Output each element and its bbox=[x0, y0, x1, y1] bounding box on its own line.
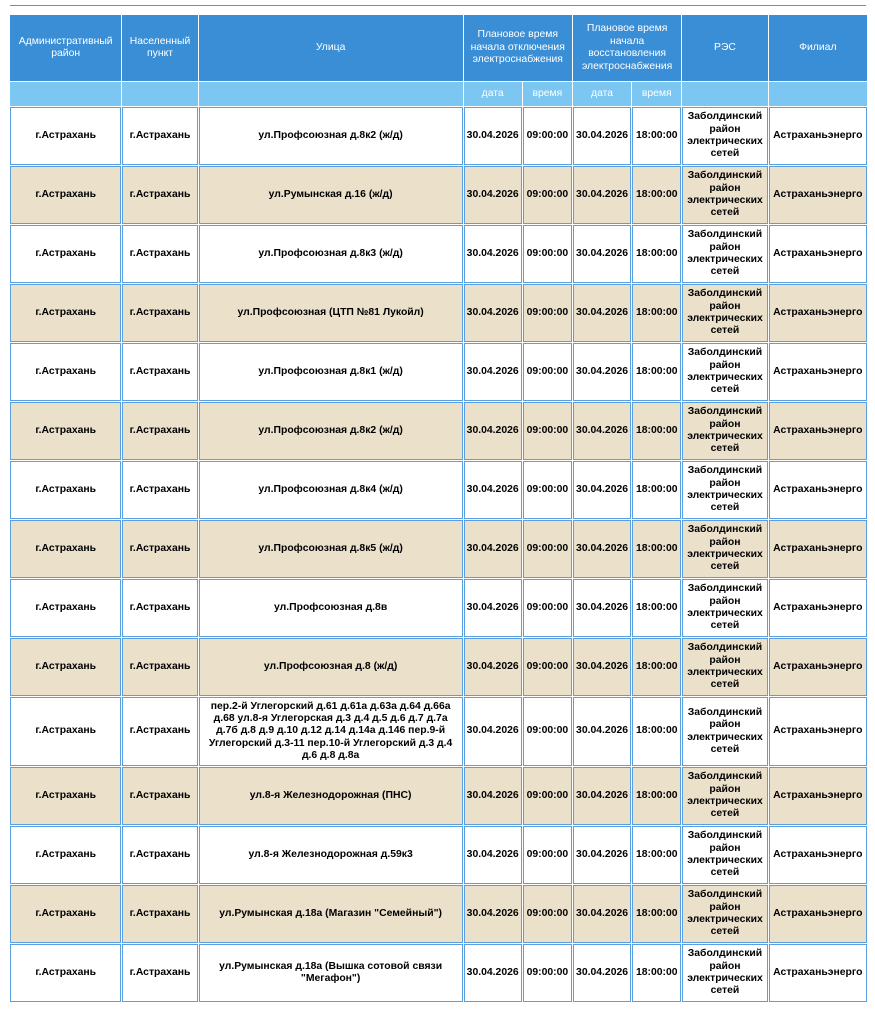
cell-off-time: 09:00:00 bbox=[523, 826, 572, 884]
cell-settlement: г.Астрахань bbox=[122, 343, 197, 401]
cell-on-time: 18:00:00 bbox=[632, 826, 681, 884]
cell-on-time: 18:00:00 bbox=[632, 343, 681, 401]
cell-district: г.Астрахань bbox=[10, 461, 121, 519]
cell-off-time: 09:00:00 bbox=[523, 885, 572, 943]
cell-settlement: г.Астрахань bbox=[122, 402, 197, 460]
cell-street: ул.8-я Железнодорожная (ПНС) bbox=[199, 767, 463, 825]
cell-district: г.Астрахань bbox=[10, 885, 121, 943]
cell-settlement: г.Астрахань bbox=[122, 638, 197, 696]
table-row bbox=[10, 166, 867, 224]
cell-off-time: 09:00:00 bbox=[523, 579, 572, 637]
cell-res: Заболдинский район электрических сетей bbox=[682, 767, 767, 825]
cell-off-time: 09:00:00 bbox=[523, 107, 572, 165]
table-row bbox=[10, 284, 867, 342]
cell-branch: Астраханьэнерго bbox=[769, 579, 867, 637]
cell-off-date: 30.04.2026 bbox=[464, 697, 522, 766]
cell-district: г.Астрахань bbox=[10, 944, 121, 1002]
cell-off-time: 09:00:00 bbox=[523, 638, 572, 696]
cell-branch: Астраханьэнерго bbox=[769, 107, 867, 165]
cell-on-date: 30.04.2026 bbox=[573, 697, 631, 766]
cell-res: Заболдинский район электрических сетей bbox=[682, 638, 767, 696]
cell-district: г.Астрахань bbox=[10, 579, 121, 637]
table-header bbox=[10, 15, 867, 106]
cell-on-time: 18:00:00 bbox=[632, 166, 681, 224]
header-restore-time: Плановое время начала восстановления электроснабжения bbox=[573, 15, 681, 81]
cell-on-date: 30.04.2026 bbox=[573, 461, 631, 519]
top-divider bbox=[10, 5, 866, 6]
cell-branch: Астраханьэнерго bbox=[769, 520, 867, 578]
cell-district: г.Астрахань bbox=[10, 343, 121, 401]
table-row bbox=[10, 520, 867, 578]
cell-street: ул.Профсоюзная д.8к1 (ж/д) bbox=[199, 343, 463, 401]
cell-on-time: 18:00:00 bbox=[632, 225, 681, 283]
cell-on-date: 30.04.2026 bbox=[573, 284, 631, 342]
cell-street: ул.Профсоюзная д.8в bbox=[199, 579, 463, 637]
table-row bbox=[10, 107, 867, 165]
cell-on-date: 30.04.2026 bbox=[573, 767, 631, 825]
cell-off-date: 30.04.2026 bbox=[464, 520, 522, 578]
cell-district: г.Астрахань bbox=[10, 225, 121, 283]
cell-off-date: 30.04.2026 bbox=[464, 638, 522, 696]
cell-res: Заболдинский район электрических сетей bbox=[682, 461, 767, 519]
cell-street: ул.Румынская д.18а (Магазин "Семейный") bbox=[199, 885, 463, 943]
cell-on-time: 18:00:00 bbox=[632, 520, 681, 578]
subheader-empty bbox=[769, 82, 867, 106]
cell-res: Заболдинский район электрических сетей bbox=[682, 579, 767, 637]
cell-off-time: 09:00:00 bbox=[523, 402, 572, 460]
cell-street: ул.8-я Железнодорожная д.59к3 bbox=[199, 826, 463, 884]
cell-off-date: 30.04.2026 bbox=[464, 944, 522, 1002]
table-row bbox=[10, 225, 867, 283]
cell-on-date: 30.04.2026 bbox=[573, 944, 631, 1002]
cell-settlement: г.Астрахань bbox=[122, 767, 197, 825]
cell-on-date: 30.04.2026 bbox=[573, 166, 631, 224]
cell-off-time: 09:00:00 bbox=[523, 697, 572, 766]
cell-res: Заболдинский район электрических сетей bbox=[682, 402, 767, 460]
table-body bbox=[10, 107, 867, 1002]
cell-on-time: 18:00:00 bbox=[632, 885, 681, 943]
cell-street: ул.Профсоюзная д.8к3 (ж/д) bbox=[199, 225, 463, 283]
cell-res: Заболдинский район электрических сетей bbox=[682, 284, 767, 342]
cell-on-date: 30.04.2026 bbox=[573, 638, 631, 696]
cell-off-date: 30.04.2026 bbox=[464, 826, 522, 884]
outage-table bbox=[9, 14, 868, 1003]
cell-branch: Астраханьэнерго bbox=[769, 885, 867, 943]
table-row bbox=[10, 343, 867, 401]
cell-branch: Астраханьэнерго bbox=[769, 225, 867, 283]
cell-off-time: 09:00:00 bbox=[523, 944, 572, 1002]
cell-on-date: 30.04.2026 bbox=[573, 343, 631, 401]
cell-off-date: 30.04.2026 bbox=[464, 461, 522, 519]
cell-on-time: 18:00:00 bbox=[632, 461, 681, 519]
cell-off-time: 09:00:00 bbox=[523, 225, 572, 283]
table-row bbox=[10, 402, 867, 460]
table-row bbox=[10, 885, 867, 943]
cell-res: Заболдинский район электрических сетей bbox=[682, 885, 767, 943]
cell-off-time: 09:00:00 bbox=[523, 767, 572, 825]
cell-off-time: 09:00:00 bbox=[523, 343, 572, 401]
cell-on-time: 18:00:00 bbox=[632, 402, 681, 460]
header-settlement: Населенный пункт bbox=[122, 15, 197, 81]
cell-settlement: г.Астрахань bbox=[122, 697, 197, 766]
subheader-on-time: время bbox=[632, 82, 681, 106]
cell-on-date: 30.04.2026 bbox=[573, 885, 631, 943]
cell-settlement: г.Астрахань bbox=[122, 166, 197, 224]
subheader-empty bbox=[122, 82, 197, 106]
cell-branch: Астраханьэнерго bbox=[769, 944, 867, 1002]
cell-district: г.Астрахань bbox=[10, 826, 121, 884]
cell-on-date: 30.04.2026 bbox=[573, 520, 631, 578]
cell-off-date: 30.04.2026 bbox=[464, 225, 522, 283]
subheader-off-date: дата bbox=[464, 82, 522, 106]
subheader-empty bbox=[199, 82, 463, 106]
cell-settlement: г.Астрахань bbox=[122, 461, 197, 519]
cell-res: Заболдинский район электрических сетей bbox=[682, 697, 767, 766]
cell-off-date: 30.04.2026 bbox=[464, 402, 522, 460]
cell-settlement: г.Астрахань bbox=[122, 944, 197, 1002]
cell-district: г.Астрахань bbox=[10, 402, 121, 460]
cell-on-date: 30.04.2026 bbox=[573, 579, 631, 637]
cell-res: Заболдинский район электрических сетей bbox=[682, 826, 767, 884]
cell-district: г.Астрахань bbox=[10, 697, 121, 766]
cell-settlement: г.Астрахань bbox=[122, 284, 197, 342]
cell-branch: Астраханьэнерго bbox=[769, 343, 867, 401]
cell-off-date: 30.04.2026 bbox=[464, 284, 522, 342]
cell-street: ул.Профсоюзная д.8к2 (ж/д) bbox=[199, 402, 463, 460]
cell-res: Заболдинский район электрических сетей bbox=[682, 520, 767, 578]
subheader-row bbox=[10, 82, 867, 106]
cell-settlement: г.Астрахань bbox=[122, 107, 197, 165]
cell-on-time: 18:00:00 bbox=[632, 284, 681, 342]
cell-settlement: г.Астрахань bbox=[122, 520, 197, 578]
cell-street: ул.Румынская д.16 (ж/д) bbox=[199, 166, 463, 224]
table-row bbox=[10, 579, 867, 637]
cell-res: Заболдинский район электрических сетей bbox=[682, 107, 767, 165]
table-row bbox=[10, 697, 867, 766]
cell-on-date: 30.04.2026 bbox=[573, 225, 631, 283]
cell-on-date: 30.04.2026 bbox=[573, 107, 631, 165]
cell-branch: Астраханьэнерго bbox=[769, 826, 867, 884]
cell-off-time: 09:00:00 bbox=[523, 284, 572, 342]
cell-street: пер.2-й Углегорский д.61 д.61а д.63а д.64 д.66а д.68 ул.8-я Углегорская д.3 д.4 д.5 д.6 д.7 д.7а д.7б д.8 д.9 д.10 д.12 д.14 д.14а д.146 пер.9-й Углегорский д.3-11 пер.10-й Углегорский д.3 д.4 д.6 д.8 д.8а bbox=[199, 697, 463, 766]
header-branch: Филиал bbox=[769, 15, 867, 81]
cell-street: ул.Профсоюзная д.8к2 (ж/д) bbox=[199, 107, 463, 165]
cell-off-time: 09:00:00 bbox=[523, 520, 572, 578]
table-row bbox=[10, 944, 867, 1002]
cell-res: Заболдинский район электрических сетей bbox=[682, 944, 767, 1002]
header-admin-district: Административный район bbox=[10, 15, 121, 81]
cell-off-date: 30.04.2026 bbox=[464, 166, 522, 224]
cell-res: Заболдинский район электрических сетей bbox=[682, 343, 767, 401]
table-row bbox=[10, 638, 867, 696]
cell-res: Заболдинский район электрических сетей bbox=[682, 166, 767, 224]
subheader-empty bbox=[682, 82, 767, 106]
cell-on-date: 30.04.2026 bbox=[573, 826, 631, 884]
cell-on-time: 18:00:00 bbox=[632, 944, 681, 1002]
cell-branch: Астраханьэнерго bbox=[769, 638, 867, 696]
subheader-on-date: дата bbox=[573, 82, 631, 106]
subheader-empty bbox=[10, 82, 121, 106]
cell-settlement: г.Астрахань bbox=[122, 885, 197, 943]
cell-settlement: г.Астрахань bbox=[122, 579, 197, 637]
header-street: Улица bbox=[199, 15, 463, 81]
cell-branch: Астраханьэнерго bbox=[769, 461, 867, 519]
cell-off-date: 30.04.2026 bbox=[464, 579, 522, 637]
cell-district: г.Астрахань bbox=[10, 107, 121, 165]
cell-branch: Астраханьэнерго bbox=[769, 697, 867, 766]
cell-res: Заболдинский район электрических сетей bbox=[682, 225, 767, 283]
cell-off-date: 30.04.2026 bbox=[464, 343, 522, 401]
cell-street: ул.Профсоюзная д.8к5 (ж/д) bbox=[199, 520, 463, 578]
header-off-time: Плановое время начала отключения электроснабжения bbox=[464, 15, 572, 81]
cell-off-time: 09:00:00 bbox=[523, 461, 572, 519]
cell-settlement: г.Астрахань bbox=[122, 225, 197, 283]
cell-off-date: 30.04.2026 bbox=[464, 885, 522, 943]
cell-branch: Астраханьэнерго bbox=[769, 284, 867, 342]
cell-off-time: 09:00:00 bbox=[523, 166, 572, 224]
cell-district: г.Астрахань bbox=[10, 767, 121, 825]
cell-street: ул.Профсоюзная д.8 (ж/д) bbox=[199, 638, 463, 696]
cell-settlement: г.Астрахань bbox=[122, 826, 197, 884]
cell-off-date: 30.04.2026 bbox=[464, 767, 522, 825]
cell-on-time: 18:00:00 bbox=[632, 638, 681, 696]
cell-branch: Астраханьэнерго bbox=[769, 767, 867, 825]
cell-district: г.Астрахань bbox=[10, 284, 121, 342]
table-row bbox=[10, 767, 867, 825]
header-res: РЭС bbox=[682, 15, 767, 81]
subheader-off-time: время bbox=[523, 82, 572, 106]
cell-district: г.Астрахань bbox=[10, 166, 121, 224]
cell-on-time: 18:00:00 bbox=[632, 697, 681, 766]
cell-on-time: 18:00:00 bbox=[632, 579, 681, 637]
cell-on-time: 18:00:00 bbox=[632, 767, 681, 825]
table-row bbox=[10, 461, 867, 519]
cell-off-date: 30.04.2026 bbox=[464, 107, 522, 165]
cell-on-time: 18:00:00 bbox=[632, 107, 681, 165]
cell-street: ул.Профсоюзная (ЦТП №81 Лукойл) bbox=[199, 284, 463, 342]
cell-district: г.Астрахань bbox=[10, 638, 121, 696]
cell-on-date: 30.04.2026 bbox=[573, 402, 631, 460]
cell-branch: Астраханьэнерго bbox=[769, 166, 867, 224]
cell-branch: Астраханьэнерго bbox=[769, 402, 867, 460]
cell-street: ул.Профсоюзная д.8к4 (ж/д) bbox=[199, 461, 463, 519]
cell-street: ул.Румынская д.18а (Вышка сотовой связи "Мегафон") bbox=[199, 944, 463, 1002]
cell-district: г.Астрахань bbox=[10, 520, 121, 578]
header-row bbox=[10, 15, 867, 81]
table-row bbox=[10, 826, 867, 884]
